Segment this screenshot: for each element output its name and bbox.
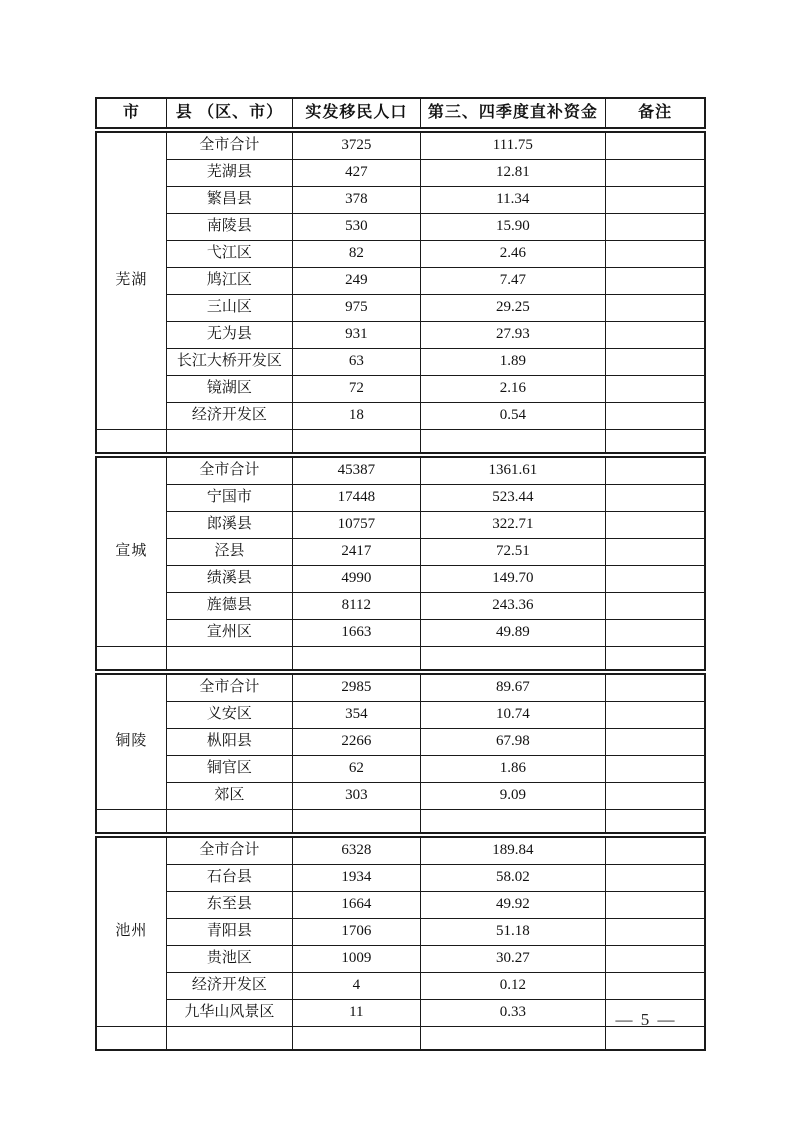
fund-cell: 89.67 — [420, 674, 606, 702]
population-cell: 11 — [293, 1000, 420, 1027]
table-row — [96, 241, 705, 268]
county-cell: 东至县 — [166, 892, 292, 919]
population-cell: 8112 — [293, 593, 420, 620]
page-number: — 5 — — [615, 1010, 677, 1029]
county-cell: 宣州区 — [166, 620, 292, 647]
fund-cell: 27.93 — [420, 322, 606, 349]
table-row — [96, 132, 705, 160]
population-cell: 1664 — [293, 892, 420, 919]
county-cell: 芜湖县 — [166, 160, 292, 187]
population-cell: 378 — [293, 187, 420, 214]
remark-cell — [606, 892, 705, 919]
spacer-cell — [420, 810, 606, 834]
column-header: 县 （区、市） — [166, 98, 292, 128]
fund-cell: 67.98 — [420, 729, 606, 756]
population-cell: 1009 — [293, 946, 420, 973]
fund-cell: 1.86 — [420, 756, 606, 783]
column-header: 第三、四季度直补资金 — [420, 98, 606, 128]
population-cell: 72 — [293, 376, 420, 403]
city-section-block — [95, 131, 706, 454]
population-cell: 4 — [293, 973, 420, 1000]
table-row — [96, 214, 705, 241]
county-cell: 无为县 — [166, 322, 292, 349]
county-cell: 义安区 — [166, 702, 292, 729]
county-cell: 泾县 — [166, 539, 292, 566]
population-cell: 975 — [293, 295, 420, 322]
population-cell: 1663 — [293, 620, 420, 647]
remark-cell — [606, 729, 705, 756]
fund-cell: 189.84 — [420, 837, 606, 865]
county-cell: 郊区 — [166, 783, 292, 810]
table-row — [96, 485, 705, 512]
city-section-block — [95, 673, 706, 834]
county-cell: 全市合计 — [166, 132, 292, 160]
column-header: 备注 — [606, 98, 705, 128]
spacer-cell — [166, 1027, 292, 1051]
population-cell: 2266 — [293, 729, 420, 756]
column-header: 实发移民人口 — [293, 98, 420, 128]
population-cell: 303 — [293, 783, 420, 810]
spacer-cell — [96, 647, 166, 671]
county-cell: 九华山风景区 — [166, 1000, 292, 1027]
county-cell: 鸠江区 — [166, 268, 292, 295]
fund-cell: 11.34 — [420, 187, 606, 214]
table-row — [96, 403, 705, 430]
spacer-cell — [96, 430, 166, 454]
population-cell: 6328 — [293, 837, 420, 865]
population-cell: 1934 — [293, 865, 420, 892]
county-cell: 旌德县 — [166, 593, 292, 620]
county-cell: 弋江区 — [166, 241, 292, 268]
county-cell: 绩溪县 — [166, 566, 292, 593]
fund-cell: 0.33 — [420, 1000, 606, 1027]
population-cell: 2417 — [293, 539, 420, 566]
remark-cell — [606, 674, 705, 702]
remark-cell — [606, 349, 705, 376]
county-cell: 全市合计 — [166, 457, 292, 485]
table-row — [96, 539, 705, 566]
population-cell: 10757 — [293, 512, 420, 539]
remark-cell — [606, 376, 705, 403]
table-row — [96, 160, 705, 187]
fund-cell: 243.36 — [420, 593, 606, 620]
fund-cell: 30.27 — [420, 946, 606, 973]
population-cell: 3725 — [293, 132, 420, 160]
table-row — [96, 892, 705, 919]
spacer-cell — [293, 810, 420, 834]
column-header: 市 — [96, 98, 166, 128]
remark-cell — [606, 268, 705, 295]
spacer-row — [96, 647, 705, 671]
population-cell: 354 — [293, 702, 420, 729]
spacer-cell — [606, 430, 705, 454]
spacer-cell — [420, 647, 606, 671]
county-cell: 繁昌县 — [166, 187, 292, 214]
table-row — [96, 674, 705, 702]
remark-cell — [606, 946, 705, 973]
table-row — [96, 566, 705, 593]
fund-cell: 0.54 — [420, 403, 606, 430]
fund-cell: 15.90 — [420, 214, 606, 241]
remark-cell — [606, 132, 705, 160]
county-cell: 全市合计 — [166, 837, 292, 865]
header-row — [96, 98, 705, 128]
fund-cell: 149.70 — [420, 566, 606, 593]
county-cell: 石台县 — [166, 865, 292, 892]
remark-cell — [606, 512, 705, 539]
table-row — [96, 593, 705, 620]
table-row — [96, 322, 705, 349]
county-cell: 青阳县 — [166, 919, 292, 946]
county-cell: 枞阳县 — [166, 729, 292, 756]
spacer-cell — [166, 810, 292, 834]
population-cell: 2985 — [293, 674, 420, 702]
spacer-cell — [293, 1027, 420, 1051]
county-cell: 郎溪县 — [166, 512, 292, 539]
population-cell: 45387 — [293, 457, 420, 485]
remark-cell — [606, 620, 705, 647]
county-cell: 镜湖区 — [166, 376, 292, 403]
table-row — [96, 783, 705, 810]
fund-cell: 0.12 — [420, 973, 606, 1000]
spacer-cell — [293, 430, 420, 454]
population-cell: 17448 — [293, 485, 420, 512]
population-cell: 427 — [293, 160, 420, 187]
city-cell: 铜陵 — [96, 674, 166, 810]
remark-cell — [606, 566, 705, 593]
table-row — [96, 702, 705, 729]
county-cell: 三山区 — [166, 295, 292, 322]
fund-cell: 111.75 — [420, 132, 606, 160]
fund-cell: 49.89 — [420, 620, 606, 647]
spacer-cell — [166, 647, 292, 671]
county-cell: 全市合计 — [166, 674, 292, 702]
table-row — [96, 295, 705, 322]
fund-cell: 72.51 — [420, 539, 606, 566]
population-cell: 82 — [293, 241, 420, 268]
table-row — [96, 946, 705, 973]
population-cell: 4990 — [293, 566, 420, 593]
population-cell: 931 — [293, 322, 420, 349]
spacer-cell — [606, 647, 705, 671]
remark-cell — [606, 702, 705, 729]
table-row — [96, 865, 705, 892]
fund-cell: 523.44 — [420, 485, 606, 512]
table-row — [96, 512, 705, 539]
spacer-cell — [606, 1027, 705, 1051]
county-cell: 经济开发区 — [166, 973, 292, 1000]
table-row — [96, 187, 705, 214]
spacer-cell — [166, 430, 292, 454]
county-cell: 贵池区 — [166, 946, 292, 973]
table-row — [96, 919, 705, 946]
remark-cell — [606, 593, 705, 620]
spacer-cell — [420, 1027, 606, 1051]
spacer-cell — [293, 647, 420, 671]
table-row — [96, 457, 705, 485]
population-cell: 1706 — [293, 919, 420, 946]
fund-cell: 10.74 — [420, 702, 606, 729]
county-cell: 长江大桥开发区 — [166, 349, 292, 376]
population-cell: 530 — [293, 214, 420, 241]
fund-cell: 322.71 — [420, 512, 606, 539]
remark-cell — [606, 160, 705, 187]
fund-cell: 2.16 — [420, 376, 606, 403]
remark-cell — [606, 187, 705, 214]
fund-cell: 51.18 — [420, 919, 606, 946]
remark-cell — [606, 865, 705, 892]
fund-cell: 1361.61 — [420, 457, 606, 485]
remark-cell — [606, 295, 705, 322]
remark-cell — [606, 214, 705, 241]
fund-cell: 29.25 — [420, 295, 606, 322]
remark-cell — [606, 403, 705, 430]
table-row — [96, 729, 705, 756]
population-cell: 249 — [293, 268, 420, 295]
remark-cell — [606, 837, 705, 865]
population-cell: 18 — [293, 403, 420, 430]
county-cell: 南陵县 — [166, 214, 292, 241]
county-cell: 铜官区 — [166, 756, 292, 783]
fund-cell: 7.47 — [420, 268, 606, 295]
spacer-row — [96, 1027, 705, 1051]
spacer-row — [96, 430, 705, 454]
remark-cell — [606, 457, 705, 485]
remark-cell — [606, 783, 705, 810]
remark-cell — [606, 973, 705, 1000]
fund-cell: 2.46 — [420, 241, 606, 268]
city-cell: 芜湖 — [96, 132, 166, 430]
county-cell: 经济开发区 — [166, 403, 292, 430]
remark-cell — [606, 756, 705, 783]
remark-cell — [606, 241, 705, 268]
population-cell: 62 — [293, 756, 420, 783]
table-row — [96, 756, 705, 783]
remark-cell — [606, 919, 705, 946]
city-cell: 宣城 — [96, 457, 166, 647]
spacer-cell — [420, 430, 606, 454]
fund-cell: 1.89 — [420, 349, 606, 376]
county-cell: 宁国市 — [166, 485, 292, 512]
remark-cell — [606, 485, 705, 512]
remark-cell — [606, 539, 705, 566]
spacer-cell — [96, 810, 166, 834]
fund-cell: 58.02 — [420, 865, 606, 892]
spacer-row — [96, 810, 705, 834]
table-row — [96, 376, 705, 403]
population-cell: 63 — [293, 349, 420, 376]
table-row — [96, 973, 705, 1000]
fund-cell: 49.92 — [420, 892, 606, 919]
table-row — [96, 620, 705, 647]
city-section-block — [95, 456, 706, 671]
fund-cell: 9.09 — [420, 783, 606, 810]
remark-cell — [606, 322, 705, 349]
fund-cell: 12.81 — [420, 160, 606, 187]
table-header-block — [95, 97, 706, 129]
city-cell: 池州 — [96, 837, 166, 1027]
spacer-cell — [96, 1027, 166, 1051]
table-row — [96, 268, 705, 295]
table-row — [96, 349, 705, 376]
table-row — [96, 837, 705, 865]
spacer-cell — [606, 810, 705, 834]
subsidy-table — [95, 97, 706, 1053]
